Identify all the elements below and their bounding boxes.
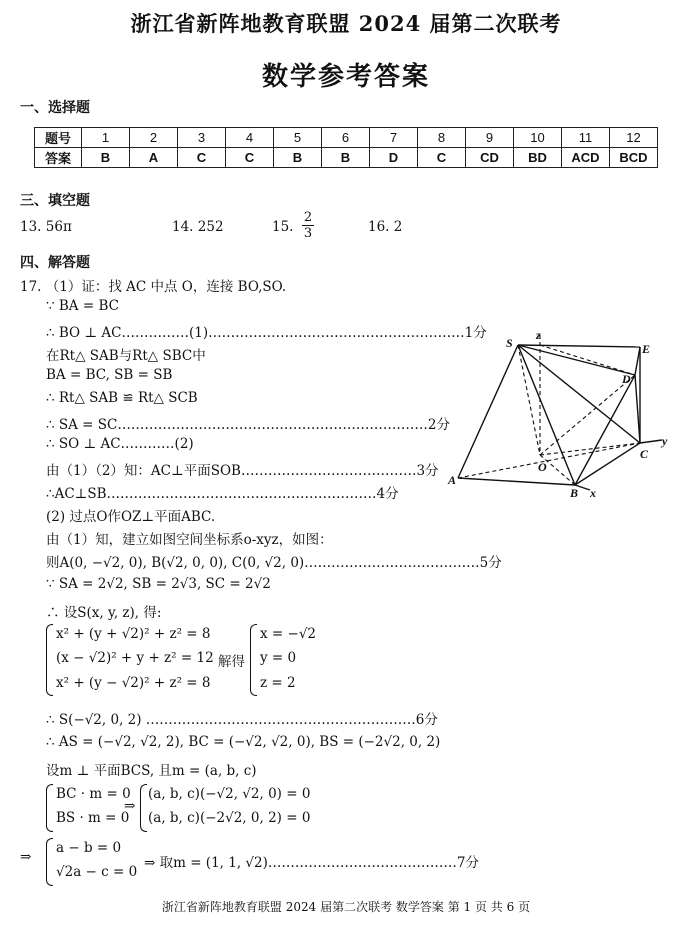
edge-SE (518, 345, 640, 347)
proof-line: ∴ SA = SC……………………………………………………………2分 (46, 417, 450, 433)
proof-line: (2) 过点O作OZ⊥平面ABC. (46, 509, 216, 525)
equation: a − b = 0 (56, 840, 122, 856)
proof-line: BA = BC, SB = SB (46, 367, 173, 383)
proof-line: 由（1）（2）知：AC⊥平面SOB…………………………………3分 (46, 463, 439, 479)
equation: (a, b, c)(−2√2, 0, 2) = 0 (148, 810, 311, 826)
answer-table (34, 127, 658, 168)
answer-cell: C (226, 148, 274, 168)
edge-DB (575, 375, 635, 485)
solve-label: 解得 (218, 654, 245, 670)
solution: y = 0 (260, 650, 297, 666)
proof-line: 由（1）知，建立如图空间坐标系o-xyz，如图： (46, 532, 333, 548)
brace (46, 784, 53, 832)
question-number-cell: 1 (82, 128, 130, 148)
page-footer: 浙江省新阵地教育联盟 2024 届第二次联考 数学答案 第 1 页 共 6 页 (161, 900, 531, 914)
answer-q14: 14. 252 (172, 219, 224, 235)
proof-line: ∴ SO ⊥ AC…………(2) (46, 436, 194, 452)
label-E: E (642, 342, 651, 356)
brace (250, 624, 257, 696)
answer-q15-label: 15. (272, 219, 294, 235)
section-heading-choice: 一、选择题 (20, 100, 90, 116)
doc-title: 浙江省新阵地教育联盟 2024 届第二次联考 (130, 11, 562, 36)
proof-line: ∴ S(−√2, 0, 2) ……………………………………………………6分 (46, 712, 438, 728)
answer-q16: 16. 2 (368, 219, 403, 235)
final-line: ⇒ 取m = (1, 1, √2)……………………………………7分 (144, 855, 479, 871)
proof-line: 在Rt△ SAB与Rt△ SBC中 (46, 348, 206, 364)
question-number-cell: 2 (130, 128, 178, 148)
label-A: A (448, 473, 457, 487)
question-number-cell: 9 (466, 128, 514, 148)
label-B: B (570, 486, 579, 500)
proof-line: 17. （1）证：找 AC 中点 O，连接 BO,SO. (20, 279, 287, 295)
brace (46, 838, 53, 886)
solution: x = −√2 (260, 626, 317, 642)
brace (140, 784, 147, 832)
question-number-cell: 3 (178, 128, 226, 148)
proof-line: ∵ SA = 2√2, SB = 2√3, SC = 2√2 (46, 576, 271, 592)
answer-cell: B (322, 148, 370, 168)
answer-cell: C (178, 148, 226, 168)
edge-OD (540, 375, 635, 455)
proof-line: ∴ AS = (−√2, √2, 2), BC = (−√2, √2, 0), BS = (−2√2, 0, 2) (46, 734, 441, 750)
question-number-cell: 8 (418, 128, 466, 148)
edge-zD (540, 345, 635, 375)
section-heading-fill: 三、填空题 (20, 193, 90, 209)
edge-SC (518, 345, 640, 443)
question-number-cell: 5 (274, 128, 322, 148)
geometry-figure (440, 325, 680, 505)
equation: (a, b, c)(−√2, √2, 0) = 0 (148, 786, 311, 802)
question-number-cell: 7 (370, 128, 418, 148)
label-x: x (590, 486, 596, 500)
label-y: y (662, 434, 668, 448)
edge-ED (635, 347, 640, 375)
implies-arrow: ⇒ (20, 849, 32, 865)
equation: BS · m = 0 (56, 810, 130, 826)
answer-cell: B (82, 148, 130, 168)
row-label: 题号 (35, 128, 82, 148)
equation: BC · m = 0 (56, 786, 131, 802)
answer-cell: D (370, 148, 418, 168)
section-heading-solutions: 四、解答题 (20, 255, 90, 271)
doc-subtitle: 数学参考答案 (261, 62, 430, 92)
label-D: D (622, 372, 631, 386)
edge-AB (458, 478, 575, 485)
label-S: S (506, 336, 513, 350)
answer-cell: C (418, 148, 466, 168)
equation: (x − √2)² + y + z² = 12 (56, 650, 214, 666)
brace (46, 624, 53, 696)
answer-q15-fraction (302, 210, 314, 241)
row-label: 答案 (35, 148, 82, 168)
edge-SA (458, 345, 518, 478)
table-row-answers (35, 148, 658, 168)
proof-line: ∴AC⊥SB……………………………………………………4分 (46, 486, 399, 502)
answer-q13: 13. 56π (20, 219, 72, 235)
equation: x² + (y − √2)² + z² = 8 (56, 675, 211, 691)
equation: √2a − c = 0 (56, 864, 138, 880)
proof-line: ∴ Rt△ SAB ≌ Rt△ SCB (46, 390, 198, 406)
label-C: C (640, 447, 649, 461)
proof-line: ∵ BA = BC (46, 298, 119, 314)
question-number-cell: 6 (322, 128, 370, 148)
edge-DC (635, 375, 640, 443)
answer-cell: BCD (610, 148, 658, 168)
question-number-cell: 10 (514, 128, 562, 148)
answer-cell: ACD (562, 148, 610, 168)
implies-arrow: ⇒ (124, 798, 136, 814)
question-number-cell: 11 (562, 128, 610, 148)
question-number-cell: 4 (226, 128, 274, 148)
table-row-numbers (35, 128, 658, 148)
label-z: z (536, 328, 541, 342)
equation: x² + (y + √2)² + z² = 8 (56, 626, 211, 642)
fraction-numerator: 2 (303, 210, 313, 225)
answer-cell: CD (466, 148, 514, 168)
answer-cell: BD (514, 148, 562, 168)
axis-y (640, 440, 662, 443)
proof-line: 设m ⊥ 平面BCS, 且m = (a, b, c) (46, 763, 257, 779)
edge-SO (518, 345, 540, 455)
label-O: O (538, 460, 547, 474)
proof-line: ∴ BO ⊥ AC……………(1)…………………………………………………1分 (46, 325, 487, 341)
edge-SD (518, 345, 635, 375)
proof-line: 则A(0, −√2, 0), B(√2, 0, 0), C(0, √2, 0)…………………………………5分 (46, 555, 502, 571)
answer-cell: A (130, 148, 178, 168)
question-number-cell: 12 (610, 128, 658, 148)
answer-cell: B (274, 148, 322, 168)
solution: z = 2 (260, 675, 296, 691)
proof-line: ∴ 设S(x, y, z), 得: (46, 605, 162, 621)
fraction-denominator: 3 (303, 226, 313, 241)
